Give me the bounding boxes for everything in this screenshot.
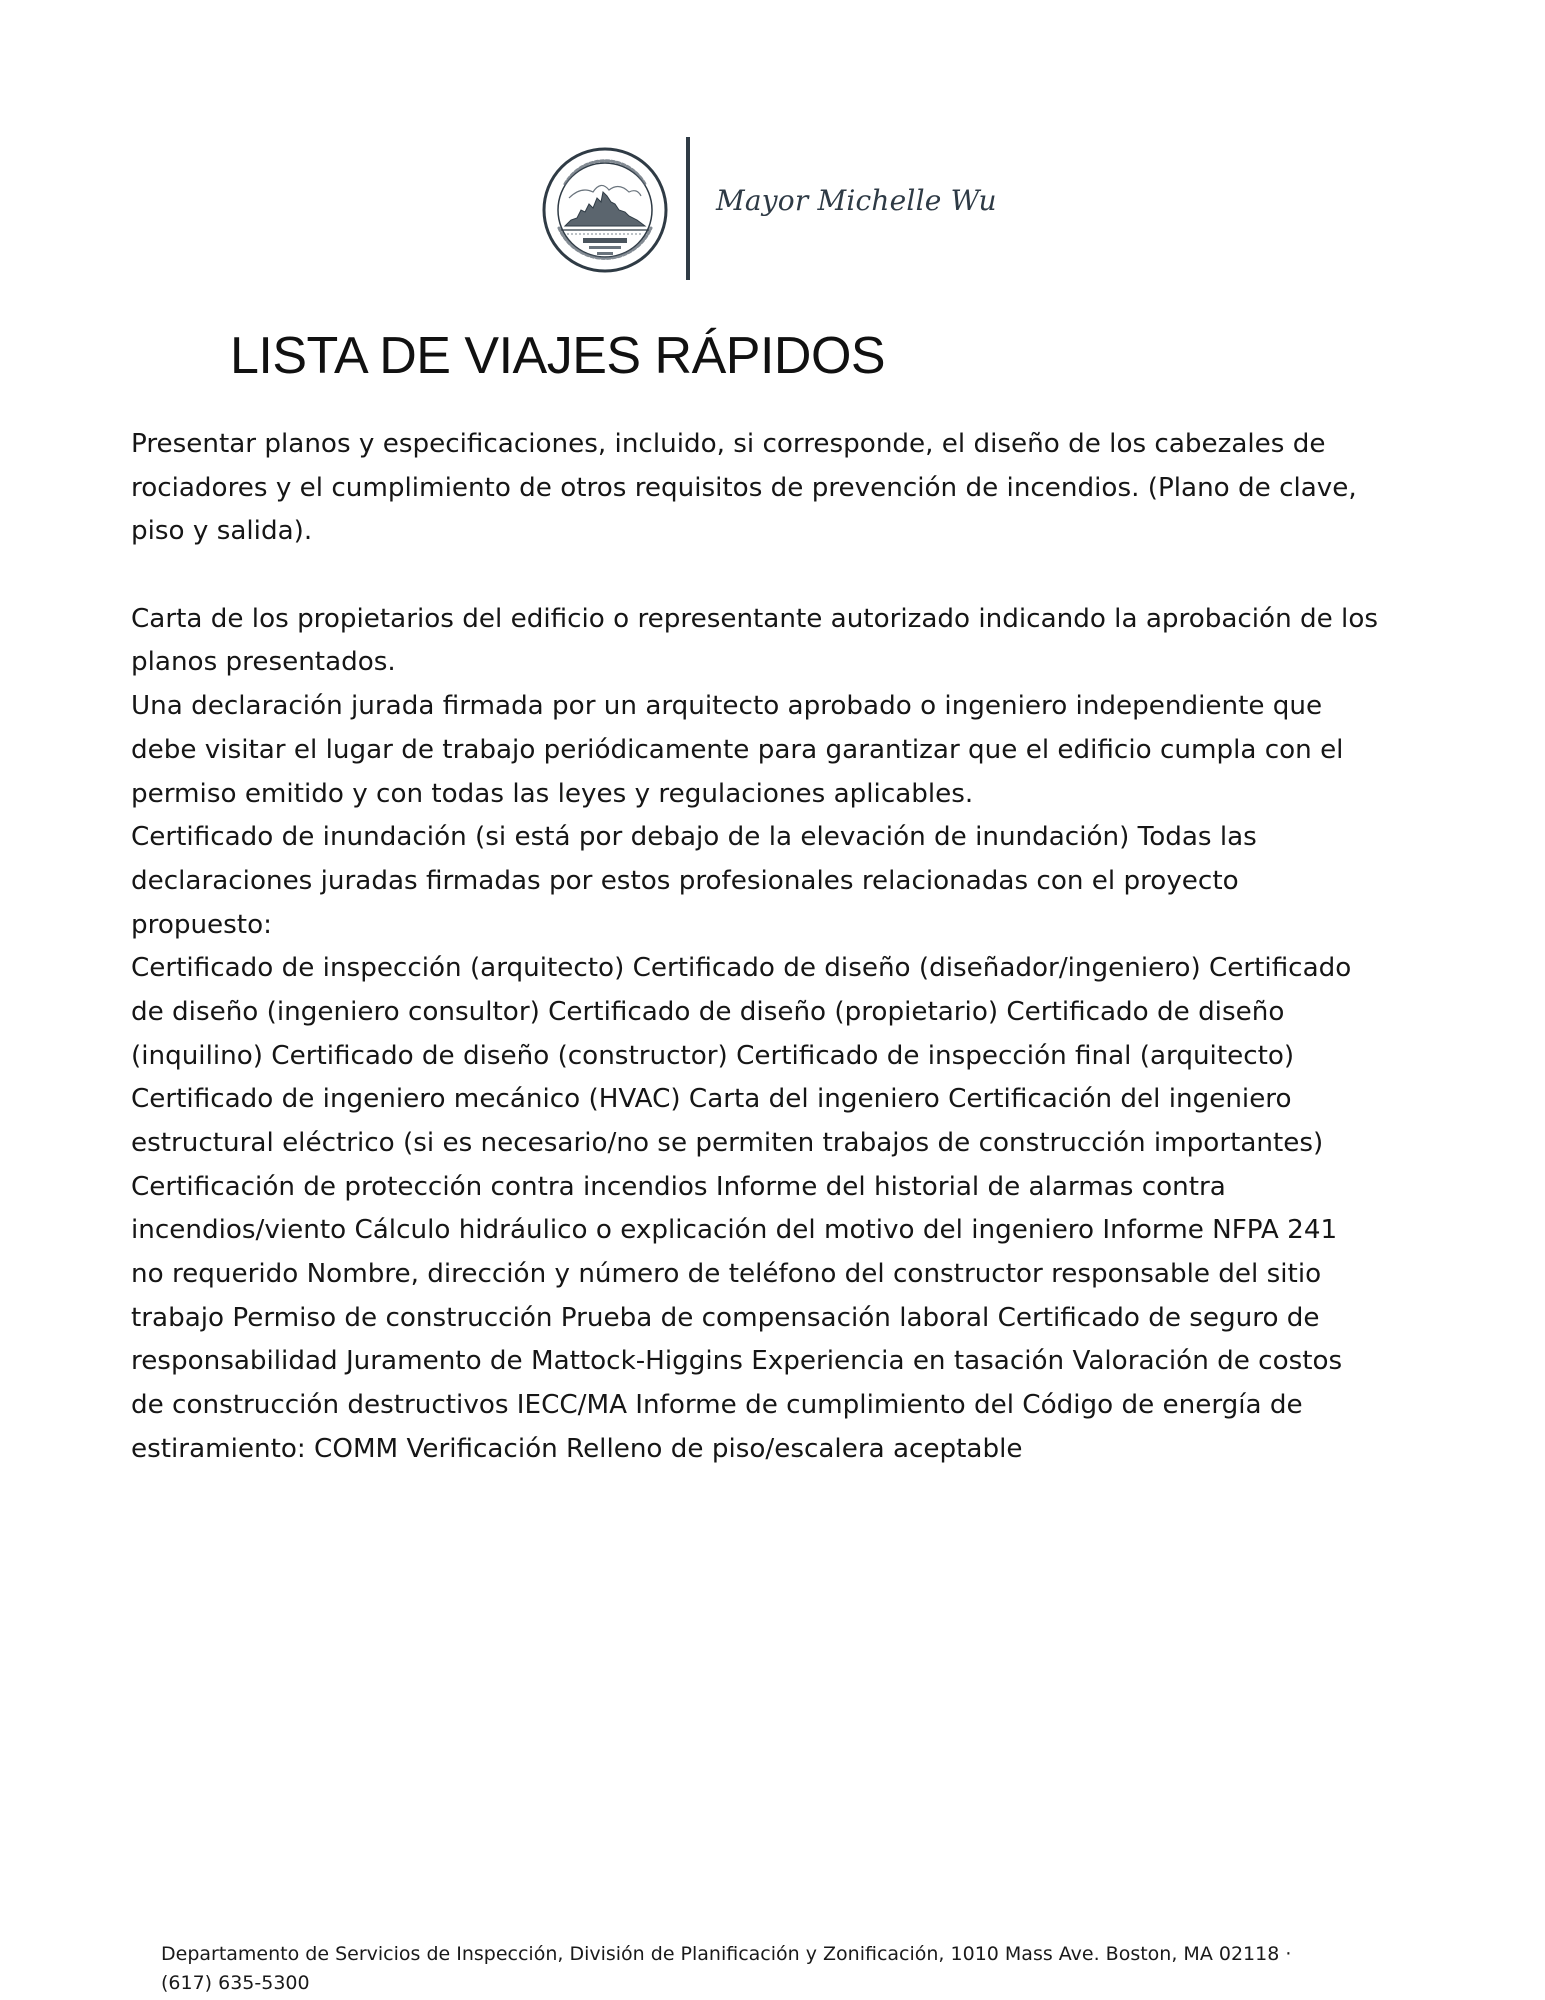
text-line: (inquilino) Certificado de diseño (constructor) Certificado de inspección final (arquitecto) (131, 1040, 1295, 1071)
text-line: rociadores y el cumplimiento de otros requisitos de prevención de incendios. (Plano de clave, (131, 472, 1357, 503)
paragraph-spacer (131, 554, 1531, 598)
paragraph-certificates-list (131, 947, 1531, 1471)
footer-address: Departamento de Servicios de Inspección, División de Planificación y Zonificación, 1010 Mass Ave. Boston, MA 02118 · (161, 1943, 1292, 1965)
page-title: LISTA DE VIAJES RÁPIDOS (230, 327, 886, 385)
mayor-name: Mayor Michelle Wu (716, 184, 997, 217)
text-line: Una declaración jurada firmada por un arquitecto aprobado o ingeniero independiente que (131, 691, 1323, 722)
text-line: de diseño (ingeniero consultor) Certificado de diseño (propietario) Certificado de diseño (131, 996, 1285, 1027)
paragraph-affidavit (131, 685, 1531, 816)
text-line: planos presentados. (131, 647, 396, 678)
text-line: estructural eléctrico (si es necesario/no se permiten trabajos de construcción importantes) (131, 1128, 1324, 1158)
header-divider (686, 137, 690, 280)
paragraph-flood-certificate (131, 816, 1531, 947)
text-line: responsabilidad Juramento de Mattock-Higgins Experiencia en tasación Valoración de costos (131, 1346, 1343, 1377)
text-line: no requerido Nombre, dirección y número de teléfono del constructor responsable del sitio (131, 1259, 1322, 1290)
text-line: estiramiento: COMM Verificación Relleno de piso/escalera aceptable (131, 1433, 1023, 1464)
text-line: incendios/viento Cálculo hidráulico o explicación del motivo del ingeniero Informe NFPA 241 (131, 1215, 1338, 1246)
text-line: trabajo Permiso de construcción Prueba de compensación laboral Certificado de seguro de (131, 1302, 1320, 1333)
text-line: Presentar planos y especificaciones, incluido, si corresponde, el diseño de los cabezales de (131, 429, 1326, 459)
text-line: Certificación de protección contra incendios Informe del historial de alarmas contra (131, 1171, 1226, 1202)
text-line: propuesto: (131, 909, 272, 940)
text-line: Certificado de inspección (arquitecto) Certificado de diseño (diseñador/ingeniero) Certificado (131, 953, 1352, 984)
city-of-boston-seal-icon (541, 146, 669, 274)
text-line: permiso emitido y con todas las leyes y regulaciones aplicables. (131, 778, 974, 809)
document-body (131, 423, 1531, 1472)
paragraph-owner-letter (131, 598, 1531, 685)
text-line: debe visitar el lugar de trabajo periódicamente para garantizar que el edificio cumpla con el (131, 734, 1344, 765)
paragraph-plans (131, 423, 1531, 554)
text-line: Certificado de ingeniero mecánico (HVAC) Carta del ingeniero Certificación del ingeniero (131, 1084, 1292, 1115)
footer-phone: (617) 635-5300 (161, 1972, 310, 1994)
text-line: de construcción destructivos IECC/MA Informe de cumplimiento del Código de energía de (131, 1390, 1303, 1421)
text-line: Certificado de inundación (si está por debajo de la elevación de inundación) Todas las (131, 822, 1257, 853)
page-footer (161, 1940, 1291, 1998)
text-line: piso y salida). (131, 516, 313, 547)
text-line: declaraciones juradas firmadas por estos profesionales relacionadas con el proyecto (131, 865, 1239, 896)
text-line: Carta de los propietarios del edificio o representante autorizado indicando la aprobación de los (131, 603, 1378, 634)
